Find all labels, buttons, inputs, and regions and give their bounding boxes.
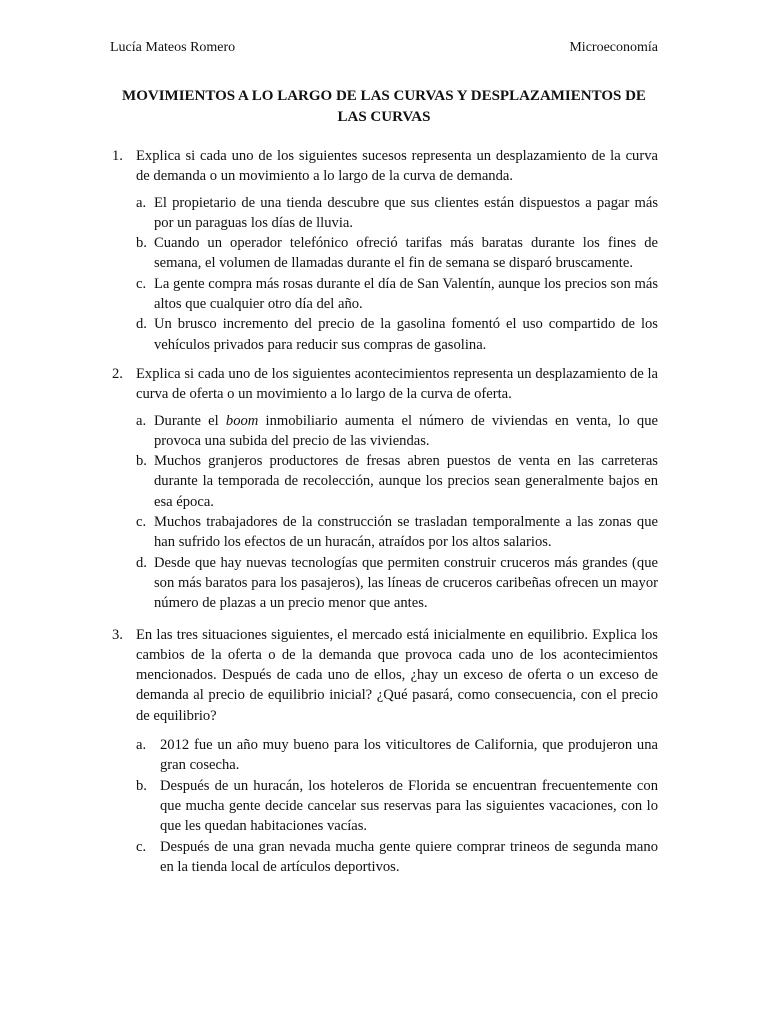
list-item — [136, 451, 658, 512]
item-letter: a. — [136, 194, 147, 211]
question-text: En las tres situaciones siguientes, el mercado está inicialmente en equilibrio. Explica los cambios de la oferta o de la demanda que provoca cada uno de los acontecimientos mencionados. Después de cada uno de ellos, ¿hay un exceso de oferta o un exceso de demanda al precio de equilibrio inicial? ¿Qué pasará, como consecuencia, con el precio de equilibrio? — [136, 626, 658, 724]
item-text-emphasis: boom — [225, 412, 259, 429]
list-item — [136, 411, 658, 452]
document-body — [112, 146, 658, 877]
item-letter: d. — [136, 316, 147, 333]
question-text: Explica si cada uno de los siguientes acontecimientos representa un desplazamiento de la curva de oferta o un movimiento a lo largo de la curva de oferta. — [136, 365, 658, 403]
item-text: Desde que hay nuevas tecnologías que permiten construir cruceros más grandes (que son más baratos para los pasajeros), las líneas de cruceros caribeñas ofrecen un mayor número de plazas a un precio menor que antes. — [154, 554, 658, 612]
item-text: Después de un huracán, los hoteleros de Florida se encuentran frecuentemente con que mucha gente decide cancelar sus reservas para las siguientes vacaciones, con lo que les quedan habitaciones vacías. — [160, 777, 658, 835]
item-letter: a. — [136, 412, 147, 429]
page-header — [110, 40, 658, 56]
question-2 — [112, 364, 658, 614]
question-text: Explica si cada uno de los siguientes sucesos representa un desplazamiento de la curva de demanda o un movimiento a lo largo de la curva de demanda. — [136, 148, 658, 185]
question-1-items — [136, 193, 658, 355]
list-item — [136, 193, 658, 234]
item-letter: c. — [136, 838, 147, 855]
item-text-before: Durante el — [154, 412, 226, 429]
item-text: Muchos granjeros productores de fresas abren puestos de venta en las carreteras durante la temporada de recolección, aunque los precios sean generalmente bajos en esa época. — [154, 453, 658, 510]
list-item — [132, 837, 658, 878]
list-item — [132, 735, 658, 776]
list-item — [136, 512, 658, 553]
header-author: Lucía Mateos Romero — [110, 40, 236, 55]
list-item — [132, 776, 658, 837]
item-text: El propietario de una tienda descubre que sus clientes están dispuestos a pagar más por un paraguas los días de lluvia. — [154, 194, 658, 231]
item-text: Cuando un operador telefónico ofreció tarifas más baratas durante los fines de semana, el volumen de llamadas durante el fin de semana se disparó bruscamente. — [154, 235, 658, 272]
list-item — [136, 553, 658, 614]
item-letter: b. — [136, 777, 147, 794]
question-3 — [112, 625, 658, 878]
item-letter: c. — [136, 514, 147, 531]
item-letter: d. — [136, 554, 147, 571]
header-subject: Microeconomía — [569, 40, 658, 55]
item-letter: b. — [136, 235, 147, 252]
question-3-items — [136, 735, 658, 877]
item-text: Un brusco incremento del precio de la gasolina fomentó el uso compartido de los vehículos privados para reducir sus compras de gasolina. — [154, 316, 658, 353]
question-number: 2. — [112, 365, 123, 382]
document-title — [110, 86, 658, 128]
question-1 — [112, 146, 658, 355]
item-letter: a. — [136, 737, 147, 754]
item-letter: c. — [136, 275, 147, 292]
list-item — [136, 274, 658, 315]
item-letter: b. — [136, 453, 147, 470]
list-item — [136, 233, 658, 274]
item-text: La gente compra más rosas durante el día de San Valentín, aunque los precios son más altos que cualquier otro día del año. — [154, 275, 658, 313]
question-2-items — [136, 411, 658, 614]
item-text: 2012 fue un año muy bueno para los viticultores de California, que produjeron una gran cosecha. — [160, 737, 658, 774]
question-number: 3. — [112, 626, 123, 643]
item-text-after: inmobiliario aumenta el número de viviendas en venta, lo que provoca una subida del precio de las viviendas. — [154, 412, 658, 449]
title-line-2: LAS CURVAS — [337, 109, 431, 125]
item-text: Después de una gran nevada mucha gente quiere comprar trineos de segunda mano en la tienda local de artículos deportivos. — [160, 838, 658, 875]
list-item — [136, 314, 658, 355]
item-text: Muchos trabajadores de la construcción se trasladan temporalmente a las zonas que han sufrido los efectos de un huracán, atraídos por los altos salarios. — [154, 514, 658, 551]
title-line-1: MOVIMIENTOS A LO LARGO DE LAS CURVAS Y DESPLAZAMIENTOS DE — [122, 88, 646, 104]
question-number: 1. — [112, 148, 123, 164]
